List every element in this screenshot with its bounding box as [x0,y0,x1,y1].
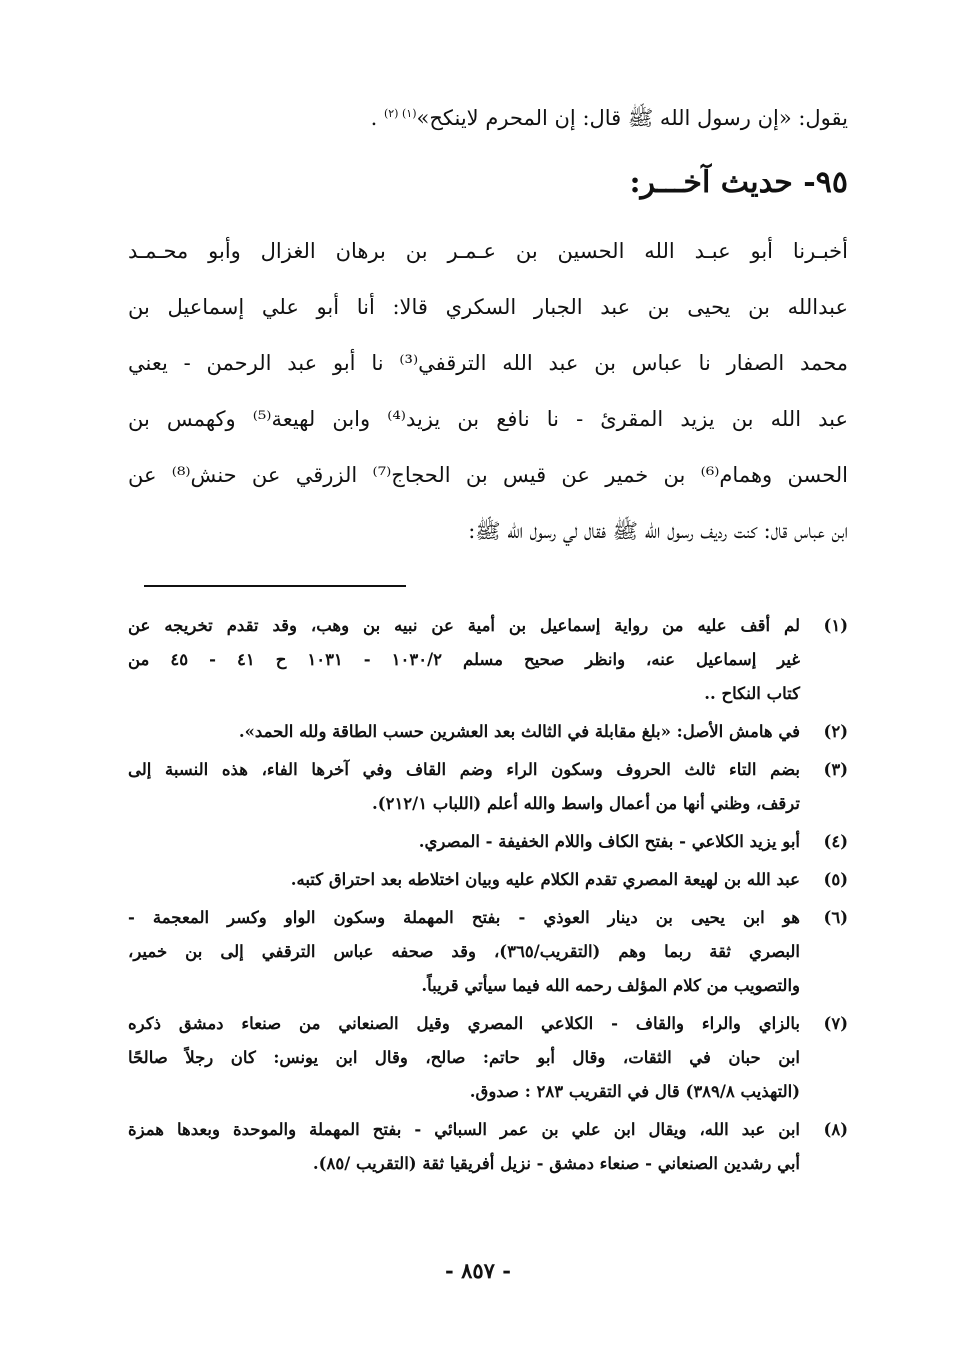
footnote-number: (٥) [823,870,848,889]
footnote-divider [144,585,406,587]
footnote-text [128,609,800,711]
hadith-body [128,223,848,559]
footnotes [128,609,848,1181]
hadith-heading: ٩٥- حديث آخـــر: [629,165,848,200]
footnote-4 [128,825,848,859]
footnote-line: لم أقف عليه من رواية إسماعيل بن أمية عن نبيه بن وهب، وقد تقدم تخريجه عن [128,616,800,635]
footnote-number: (٣) [823,760,848,779]
footnote-text [128,1007,800,1109]
footnote-line: أبي رشدين الصنعاني - صنعاء دمشق - نزيل أفريقيا ثقة (التقريب /٨٥). [312,1154,800,1173]
footnote-line: ترقف، وظني أنها من أعمال واسط والله أعلم (اللباب ٢١٢/١). [372,794,800,813]
footnote-line: بضم التاء ثالث الحروف وسكون الراء وضم القاف وفي آخرها الفاء، هذه النسبة إلى [128,760,800,779]
footnote-number: (٨) [823,1120,848,1139]
footnote-line: عبد الله بن لهيعة المصري تقدم الكلام عليه وبيان اختلاطه بعد احتراق كتبه. [290,870,800,889]
footnote-line: في هامش الأصل: «بلغ مقابلة في الثالث بعد العشرين حسب الطاقة ولله الحمد». [238,722,800,741]
intro-text: يقول: «إن رسول الله ﷺ قال: إن المحرم لاينكح» [416,106,848,130]
body-line: محمد الصفار نا عباس بن عبد الله الترقفي⁽³⁾ نا أبو عبد الرحمن - يعني [128,351,848,375]
footnote-line: أبو يزيد الكلاعي - بفتح الكاف واللام الخفيفة - المصري. [418,832,800,851]
body-line: عبد الله بن يزيد المقرئ - نا نافع بن يزيد⁽⁴⁾ وابن لهيعة⁽⁵⁾ وكهمس بن [128,407,849,431]
body-line: عبدالله بن يحيى بن عبد الجبار السكري قالا: أنا أبو علي إسماعيل بن [128,295,848,319]
footnote-number: (٤) [823,832,848,851]
footnote-line: هو ابن يحيى بن دينار العوذي - بفتح المهملة وسكون الواو وكسر المعجمة - [128,908,800,927]
body-line: ابن عباس قال: كنت رديف رسول الله ﷺ فقال لي رسول الله ﷺ: [468,519,848,543]
footnote-line: ابن عبد الله، ويقال ابن علي بن عمر السبائي - بفتح المهملة والموحدة وبعدها همزة [128,1120,800,1139]
footnote-number: (٦) [823,908,848,927]
footnote-line: (التهذيب ٣٨٩/٨) قال في التقريب ٢٨٣ : صدوق. [469,1082,800,1101]
footnote-text [128,715,800,749]
footnote-line: غير إسماعيل عنه، وانظر صحيح مسلم ١٠٣٠/٢ - ١٠٣١ ح ٤١ - ٤٥ من [128,650,801,669]
footnote-line: البصري ثقة ربما وهم (التقريب/٣٦٥)، وقد صحفه عباس الترقفي إلى بن خمير، [128,942,800,961]
intro-end: . [370,106,378,130]
footnote-number: (١) [823,616,848,635]
body-line: الحسن وهمام⁽⁶⁾ بن خمير عن قيس بن الحجاج⁽⁷⁾ الزرقي عن حنش⁽⁸⁾ عن [128,463,848,487]
footnote-1 [128,609,848,711]
page-number: - ٨٥٧ - [445,1258,511,1283]
footnote-3 [128,753,848,821]
footnote-8 [128,1113,848,1181]
footnote-line: والتصويب من كلام المؤلف رحمه الله فيما سيأتي قريباً. [421,976,800,995]
footnote-text [128,901,800,1003]
footnote-number: (٢) [823,722,848,741]
intro-footnote-refs: (١) (٢) [383,107,417,120]
footnote-2 [128,715,848,749]
footnote-line: ابن حبان في الثقات، وقال أبو حاتم: صالح، وقال ابن يونس: كان رجلاً صالحًا [128,1048,800,1067]
footnote-text [128,863,800,897]
intro-line [128,95,848,141]
footnote-5 [128,863,848,897]
footnote-text [128,1113,800,1181]
footnote-text [128,825,800,859]
footnote-line: كتاب النكاح .. [704,684,800,703]
document-page [128,95,848,1185]
footnote-6 [128,901,848,1003]
footnote-7 [128,1007,848,1109]
body-line: أخبـرنا أبو عبـد الله الحسين بن عـمـر بن برهان الغزال وأبو محـمـد [128,239,848,263]
footnote-number: (٧) [823,1014,848,1033]
footnote-text [128,753,800,821]
footnote-line: بالزاي والراء والقاف - الكلاعي المصري وقيل الصنعاني من صنعاء دمشق ذكره [128,1014,800,1033]
